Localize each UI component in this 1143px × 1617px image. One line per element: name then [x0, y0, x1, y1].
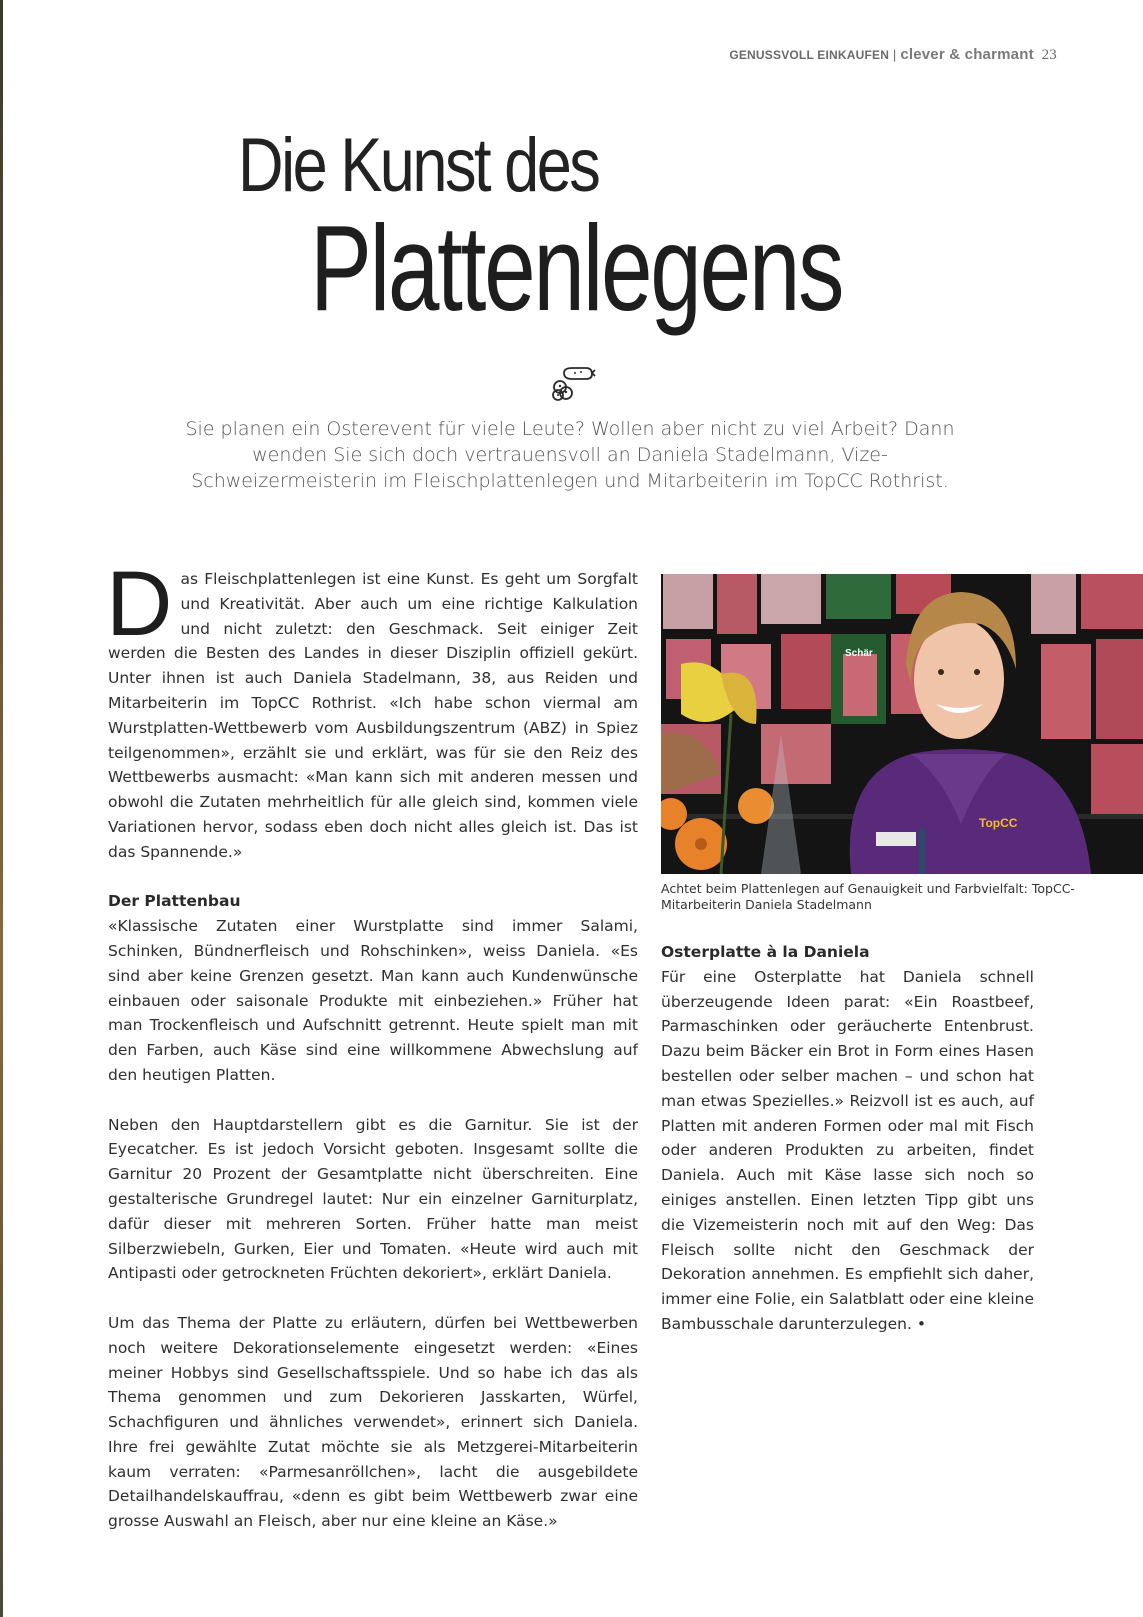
title-line-1: Die Kunst des	[238, 123, 599, 208]
end-mark: •	[916, 1314, 927, 1333]
paragraph-thema: Um das Thema der Platte zu erläutern, dürfen bei Wettbewerben noch weitere Dekorationselemente eingesetzt werden: «Eines meiner Hobbys sind Gesellschaftsspiele. Und so habe ich das als Thema genommen und zum Dekorieren Jasskarten, Würfel, Schachfiguren und ähnliches verwendet», erinnert sich Daniela. Ihre frei gewählte Zutat möchte sie als Metzgerei-Mitarbeiterin kaum verraten: «Parmesanröllchen», lacht die ausgebildete Detailhandelskauffrau, «denn es gibt beim Wettbewerb zwar eine grosse Auswahl an Fleisch, aber nur eine kleine an Käse.»	[108, 1313, 638, 1531]
running-head	[729, 46, 1057, 64]
sausage-icon	[550, 365, 596, 401]
article-column-right	[661, 940, 1034, 1362]
intro-paragraph	[106, 553, 638, 865]
title-line-2: Plattenlegens	[310, 200, 843, 336]
magazine-name: clever & charmant	[900, 46, 1034, 63]
intro-text: as Fleischplattenlegen ist eine Kunst. Es geht um Sorgfalt und Kreativität. Aber auch um eine richtige Kalkulation und nicht zuletzt: den Geschmack. Seit einiger Zeit werden die Besten des Landes in dieser Disziplin offiziell gekürt. Unter ihnen ist auch Daniela Stadelmann, 38, aus Reiden und Mitarbeiterin im TopCC Rothrist. «Ich habe schon viermal am Wurstplatten-Wettbewerb vom Ausbildungszentrum (ABZ) in Spiez teilgenommen», erzählt sie und erklärt, was für sie den Reiz des Wettbewerbs ausmacht: «Man kann sich mit anderen messen und obwohl die Zutaten mehrheitlich für alle gleich sind, kommen viele Variationen hervor, sodass eben doch nicht alles gleich ist. Das ist das Spannende.»	[108, 570, 638, 861]
header-separator: |	[892, 47, 897, 62]
page-number: 23	[1041, 47, 1057, 63]
portrait-photo	[661, 574, 1143, 874]
paragraph-osterplatte	[661, 965, 1034, 1337]
photo-illustration	[661, 574, 1143, 874]
photo-caption: Achtet beim Plattenlegen auf Genauigkeit und Farbvielfalt: TopCC-Mitarbeiterin Daniela Stadelmann	[661, 881, 1075, 912]
package-label: Schär	[845, 648, 873, 659]
drop-cap: D	[106, 553, 173, 655]
lead-paragraph: Sie planen ein Osterevent für viele Leute? Wollen aber nicht zu viel Arbeit? Dann wenden Sie sich doch vertrauensvoll an Daniela Stadelmann, Vize-Schweizermeisterin im Fleischplattenlegen und Mitarbeiterin im TopCC Rothrist.	[185, 418, 955, 492]
paragraph-garnitur: Neben den Hauptdarstellern gibt es die Garnitur. Sie ist der Eyecatcher. Es ist jedoch Vorsicht geboten. Insgesamt sollte die Garnitur 20 Prozent der Gesamtplatte nicht überschreiten. Eine gestalterische Grundregel lautet: Nur ein einzelner Garniturplatz, dafür dieser mit mehreren Sorten. Früher hatte man meist Silberzwiebeln, Gurken, Eier und Tomaten. «Heute wird auch mit Antipasti oder getrockneten Früchten dekoriert», erklärt Daniela.	[108, 1115, 638, 1283]
left-edge-strip	[0, 0, 3, 1617]
vest-logo: TopCC	[979, 816, 1018, 830]
subheading-osterplatte: Osterplatte à la Daniela	[661, 943, 870, 961]
osterplatte-text: Für eine Osterplatte hat Daniela schnell überzeugende Ideen parat: «Ein Roastbeef, Parmaschinken oder geräucherte Entenbrust. Dazu beim Bäcker ein Brot in Form eines Hasen bestellen oder selber machen – und schon hat man etwas Spezielles.» Reizvoll ist es auch, auf Platten mit anderen Formen oder mal mit Fisch oder anderen Produkten zu arbeiten, findet Daniela. Auch mit Käse lasse sich noch so einiges anstellen. Einen letzten Tipp gibt uns die Vizemeisterin noch mit auf den Weg: Das Fleisch sollte nicht den Geschmack der Dekoration annehmen. Es empfiehlt sich daher, immer eine Folie, ein Salatblatt oder eine kleine Bambusschale darunterzulegen.	[661, 967, 1034, 1333]
paragraph-plattenbau: «Klassische Zutaten einer Wurstplatte sind immer Salami, Schinken, Bündnerfleisch und Rohschinken», weiss Daniela. «Es sind aber keine Grenzen gesetzt. Man kann auch Kundenwünsche einbauen oder saisonale Produkte mit einbeziehen.» Früher hat man Trockenfleisch und Aufschnitt getrennt. Heute spielt man mit den Farben, auch Käse sind eine willkommene Abwechslung auf den heutigen Platten.	[108, 917, 638, 1084]
section-name: GENUSSVOLL EINKAUFEN	[729, 48, 890, 62]
article-column-left	[106, 553, 638, 1559]
subheading-plattenbau: Der Plattenbau	[108, 892, 241, 911]
